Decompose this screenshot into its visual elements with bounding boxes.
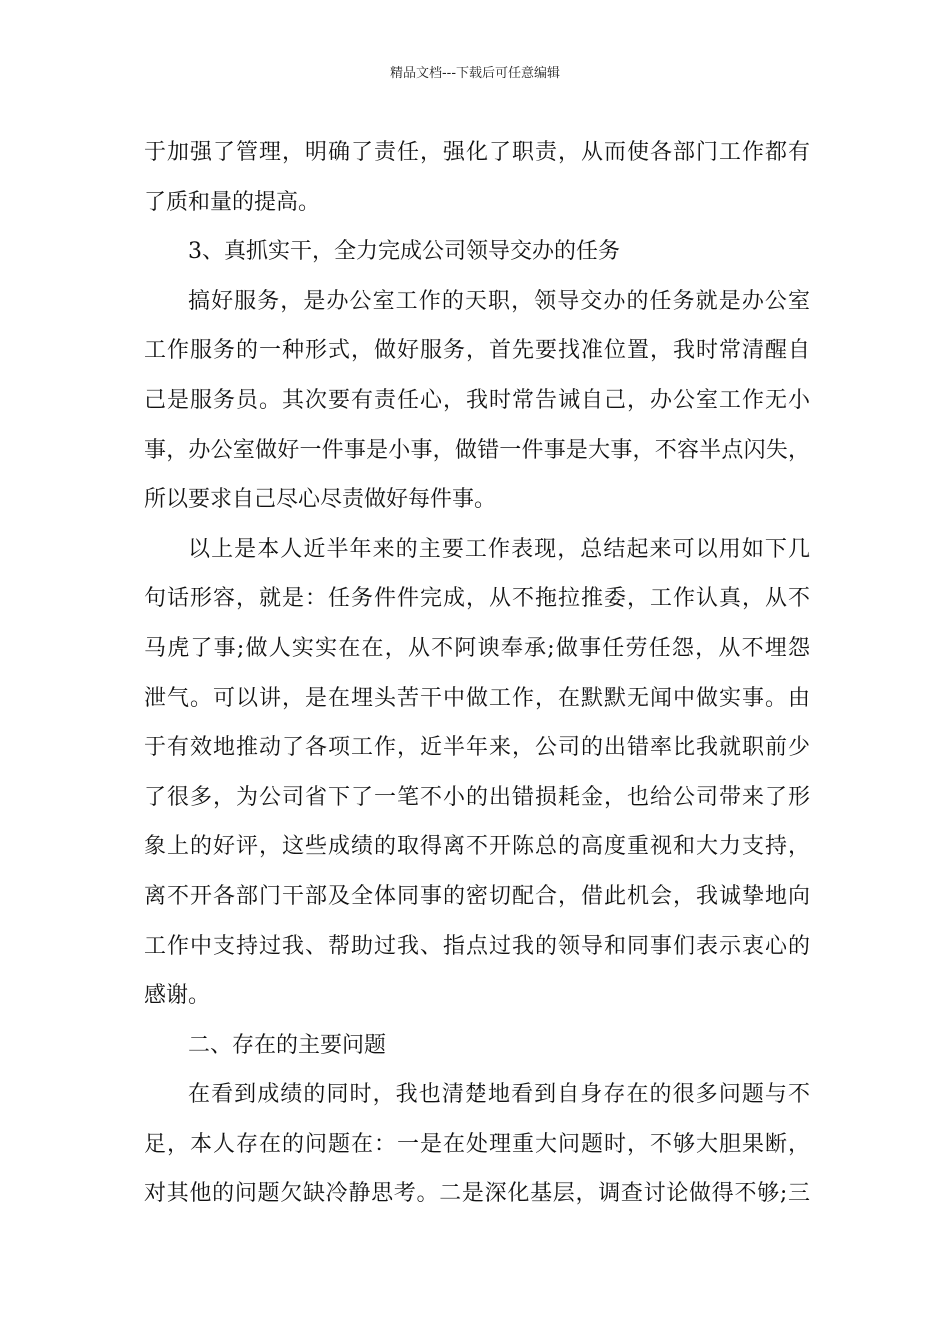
body-text-line: 于有效地推动了各项工作，近半年来，公司的出错率比我就职前少 xyxy=(144,735,810,761)
body-text-line: 象上的好评，这些成绩的取得离不开陈总的高度重视和大力支持， xyxy=(144,834,810,860)
body-text-line: 3、真抓实干，全力完成公司领导交办的任务 xyxy=(188,239,620,265)
body-text-line: 己是服务员。其次要有责任心，我时常告诫自己，办公室工作无小 xyxy=(144,387,810,413)
body-text-line: 工作服务的一种形式，做好服务，首先要找准位置，我时常清醒自 xyxy=(144,338,810,364)
body-text-line: 了质和量的提高。 xyxy=(144,189,321,215)
body-text-line: 所以要求自己尽心尽责做好每件事。 xyxy=(144,487,497,513)
body-text-line: 于加强了管理，明确了责任，强化了职责，从而使各部门工作都有 xyxy=(144,140,810,165)
body-text-line: 对其他的问题欠缺冷静思考。二是深化基层，调查讨论做得不够;三 xyxy=(144,1181,810,1207)
body-text-line: 了很多，为公司省下了一笔不小的出错损耗金，也给公司带来了形 xyxy=(144,784,810,810)
body-text-line: 搞好服务，是办公室工作的天职，领导交办的任务就是办公室 xyxy=(188,288,810,314)
body-text-line: 以上是本人近半年来的主要工作表现，总结起来可以用如下几 xyxy=(188,536,810,562)
body-text-line: 事，办公室做好一件事是小事，做错一件事是大事，不容半点闪失， xyxy=(144,437,810,463)
body-text-line: 泄气。可以讲，是在埋头苦干中做工作，在默默无闻中做实事。由 xyxy=(144,685,810,711)
body-text-line: 句话形容，就是：任务件件完成，从不拖拉推委，工作认真，从不 xyxy=(144,586,810,612)
document-body xyxy=(144,128,810,1219)
body-text-line: 在看到成绩的同时，我也清楚地看到自身存在的很多问题与不 xyxy=(188,1082,810,1108)
body-text-line: 离不开各部门干部及全体同事的密切配合，借此机会，我诚挚地向 xyxy=(144,883,810,909)
body-text-line: 工作中支持过我、帮助过我、指点过我的领导和同事们表示衷心的 xyxy=(144,933,810,959)
body-text-line: 感谢。 xyxy=(144,983,211,1009)
body-text-line: 足，本人存在的问题在：一是在处理重大问题时，不够大胆果断， xyxy=(144,1131,810,1157)
body-text-line: 马虎了事;做人实实在在，从不阿谀奉承;做事任劳任怨，从不埋怨 xyxy=(144,635,810,661)
body-text-line: 二、存在的主要问题 xyxy=(188,1032,387,1058)
page-header: 精品文档---下载后可任意编辑 xyxy=(389,66,561,81)
